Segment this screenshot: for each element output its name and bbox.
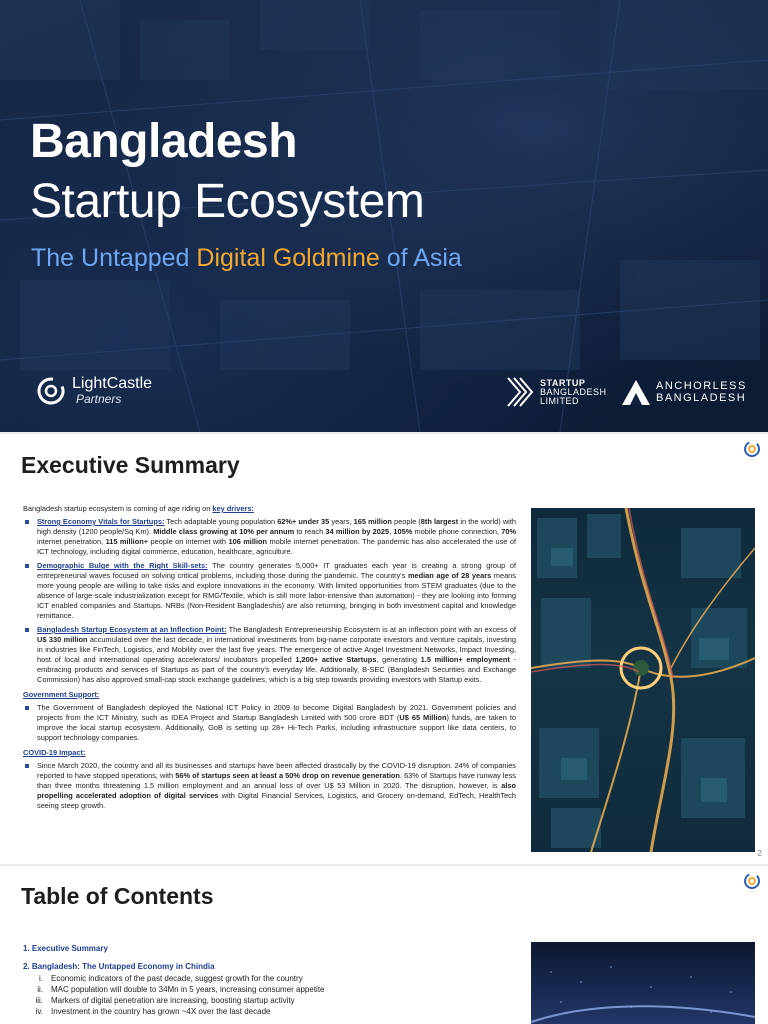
- covid-impact-heading: COVID-19 Impact:: [23, 748, 86, 757]
- lightcastle-name: LightCastle: [72, 375, 153, 392]
- cover-title-line2: Startup Ecosystem: [30, 175, 425, 228]
- list-item: The Government of Bangladesh deployed the National ICT Policy in 2009 to become Digital Bangladesh by 2021. Government policies and projects from the ICT Ministry, such as IDEA Project and Startup Bangladesh Limited with 500 crore BDT (U$ 65 Million) funds, are taken to improve the local startup ecosystem. Additionally, GoB is setting up 28+ Hi-Tech Parks, including infrastructure support like data centers, to support technology companies.: [23, 703, 516, 743]
- key-drivers-link[interactable]: key drivers:: [212, 504, 254, 513]
- toc-subitem[interactable]: i. Economic indicators of the past decade, suggest growth for the country: [39, 974, 303, 983]
- table-of-contents-page: [0, 866, 768, 1024]
- page-title: Executive Summary: [21, 452, 240, 478]
- sb-line3: LIMITED: [540, 395, 580, 406]
- lightcastle-corner-icon: [743, 440, 761, 458]
- list-item: Since March 2020, the country and all its businesses and startups have been affected drastically by the COVID-19 disruption. 24% of companies reported to have stopped operations, with 56% of startups seen at least a 50% drop on revenue generation. 63% of Startups have runway less than three months threatening 1.5 million employment and an annual loss of over U$ 53 Million in 2020. The disruption, however, is also propelling accelerated adoption of digital services with Digital Financial Services, Logistics, and Grocery on-demand, EdTech, HealthTech seeing steep growth.: [23, 761, 516, 811]
- tagline-part1: The Untapped: [31, 244, 197, 272]
- executive-summary-body: [23, 504, 516, 815]
- intro-text: Bangladesh startup ecosystem is coming of age riding on: [23, 504, 213, 513]
- startup-bangladesh-logo: [506, 376, 607, 408]
- driver-label[interactable]: Strong Economy Vitals for Startups:: [37, 517, 165, 526]
- page-number: 2: [757, 849, 762, 858]
- lightcastle-corner-icon: [743, 872, 761, 890]
- toc-item-untapped-economy[interactable]: 2. Bangladesh: The Untapped Economy in Chindia: [23, 962, 215, 971]
- startup-bangladesh-mark-icon: [506, 376, 536, 408]
- government-support-heading: Government Support:: [23, 690, 100, 699]
- toc-title: Table of Contents: [21, 883, 214, 909]
- lightcastle-sub: Partners: [76, 392, 122, 406]
- toc-subitem[interactable]: ii. MAC population will double to 34Mn in 5 years, increasing consumer appetite: [37, 985, 325, 994]
- driver-label[interactable]: Bangladesh Startup Ecosystem at an Inflection Point:: [37, 625, 227, 634]
- exec-intro: [23, 504, 516, 514]
- sb-line2: BANGLADESH: [540, 386, 607, 397]
- lightcastle-logo: [36, 376, 152, 406]
- government-list: [23, 703, 516, 743]
- tagline-part2: of Asia: [379, 244, 462, 272]
- toc-subitem[interactable]: iii. Markers of digital penetration are increasing, boosting startup activity: [35, 996, 295, 1005]
- anchorless-logo: [620, 378, 747, 406]
- sb-line1: STARTUP: [540, 377, 586, 388]
- ab-line2: BANGLADESH: [656, 392, 747, 404]
- lightcastle-mark-icon: [36, 376, 66, 406]
- anchorless-mark-icon: [620, 378, 652, 406]
- cover-tagline: [31, 244, 462, 273]
- ab-line1: ANCHORLESS: [656, 380, 747, 392]
- cover-page: [0, 0, 768, 432]
- toc-subitem[interactable]: iv. Investment in the country has grown ~4X over the last decade: [35, 1007, 271, 1016]
- list-item: Demographic Bulge with the Right Skill-sets: The country generates 5,000+ IT graduates each year is creating a strong group of entrepreneurial waves focused on solving critical problems, including those during the pandemic. The country's median age of 28 years means more young people are willing to take risks and explore innovations in the economy. With limited opportunities from STEM graduates (due to the absence of large-scale industrialization except for RMG/Textile, which is still more labor-intensive than automation) - they are looking into forming ICT enabled companies and Startups. NRBs (Non-Resident Bangladeshis) are also returning, bringing in both investment capital and knowledge remittance.: [23, 561, 516, 621]
- aerial-city-photo: [531, 508, 755, 852]
- tagline-highlight: Digital Goldmine: [196, 244, 380, 272]
- toc-item-executive-summary[interactable]: 1. Executive Summary: [23, 944, 108, 953]
- night-city-photo: [531, 942, 755, 1024]
- list-item: Strong Economy Vitals for Startups: Tech adaptable young population 62%+ under 35 years, 165 million people (8th largest in the world) with high density (1200 people/Sq Km). Middle class growing at 10% per annum to reach 34 million by 2025, 105% mobile phone connection, 70% internet penetration, 115 million+ people on internet with 106 million mobile internet penetration. The pandemic has also accelerated the use of ICT technology, including digital commerce, education, healthcare, agriculture.: [23, 517, 516, 557]
- executive-summary-page: [0, 434, 768, 864]
- covid-list: [23, 761, 516, 811]
- toc-list: [23, 943, 493, 1017]
- list-item: Bangladesh Startup Ecosystem at an Inflection Point: The Bangladesh Entrepreneurship Ecosystem is at an inflection point with an excess of U$ 330 million accumulated over the last decade, in international investments from big-name corporate investors and venture capitals, investing in industries like FinTech, Logistics, and Mobility over the last five years. The emergence of active Angel Investment Networks, Impact Investing, host of local and international operating accelerators/ incubators propelled 1,200+ active Startups, generating 1.5 million+ employment - embracing products and services of Startups as part of the country's everyday life. Additionally, B-SEC (Bangladesh Securities and Exchange Commission) has also approved small-cap stock exchange guidelines, which is a big step towards providing investors with Startup exits.: [23, 625, 516, 685]
- drivers-list: [23, 517, 516, 685]
- cover-title-line1: Bangladesh: [30, 115, 298, 168]
- driver-label[interactable]: Demographic Bulge with the Right Skill-sets:: [37, 561, 208, 570]
